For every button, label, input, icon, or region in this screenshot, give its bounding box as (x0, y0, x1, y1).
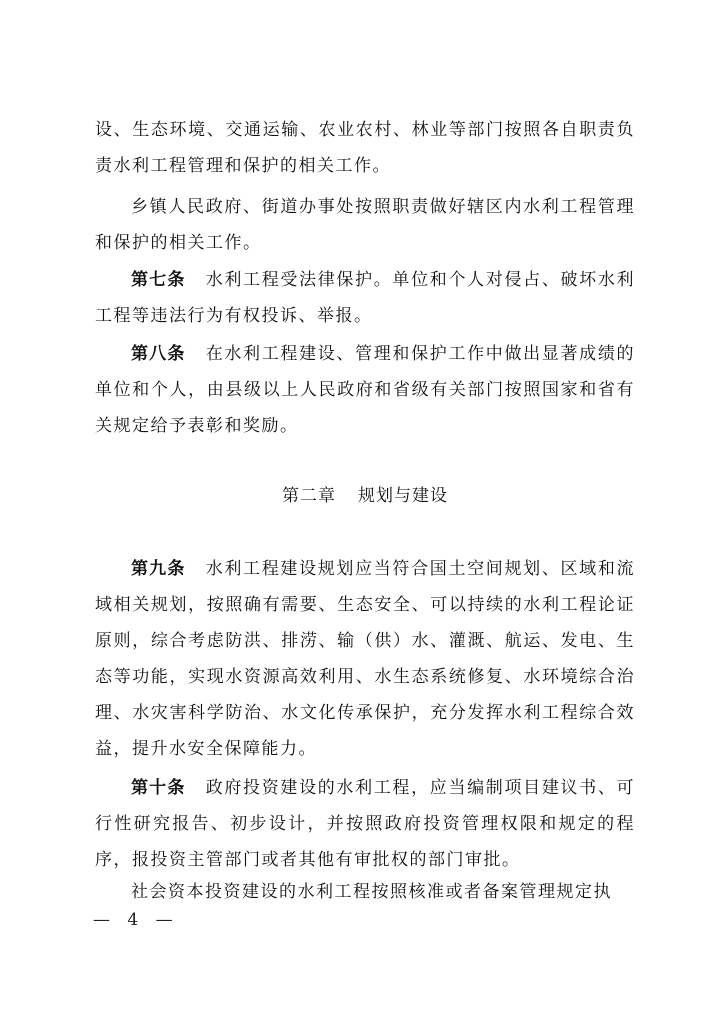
paragraph-text: 乡镇人民政府、街道办事处按照职责做好辖区内水利工程管理和保护的相关工作。 (95, 197, 635, 253)
article-7 (95, 262, 635, 334)
article-number: 第八条 (131, 344, 186, 364)
paragraph-text: 社会资本投资建设的水利工程按照核准或者备案管理规定执 (131, 882, 612, 902)
article-text: 政府投资建设的水利工程，应当编制项目建议书、可行性研究报告、初步设计，并按照政府投资管理权限和规定的程序，报投资主管部门或者其他有审批权的部门审批。 (95, 778, 636, 870)
article-number: 第十条 (131, 778, 186, 798)
article-10 (95, 770, 635, 878)
article-text: 在水利工程建设、管理和保护工作中做出显著成绩的单位和个人，由县级以上人民政府和省级有关部门按照国家和省有关规定给予表彰和奖励。 (95, 344, 636, 436)
article-text: 水利工程受法律保护。单位和个人对侵占、破坏水利工程等违法行为有权投诉、举报。 (95, 270, 636, 326)
article-number: 第九条 (131, 559, 186, 579)
article-text: 水利工程建设规划应当符合国土空间规划、区域和流域相关规划，按照确有需要、生态安全、可以持续的水利工程论证原则，综合考虑防洪、排涝、输（供）水、灌溉、航运、发电、生态等功能，实现水资源高效利用、水生态系统修复、水环境综合治理、水灾害科学防治、水文化传承保护，充分发挥水利工程综合效益，提升水安全保障能力。 (95, 559, 636, 759)
article-9 (95, 551, 635, 767)
page-number: — 4 — (93, 910, 179, 930)
paragraph-continued (95, 112, 635, 184)
chapter-title: 规划与建设 (358, 486, 448, 506)
paragraph (95, 189, 635, 261)
article-8 (95, 336, 635, 444)
paragraph-text: 设、生态环境、交通运输、农业农村、林业等部门按照各自职责负责水利工程管理和保护的相关工作。 (95, 120, 635, 176)
chapter-number: 第二章 (282, 486, 336, 506)
article-number: 第七条 (131, 270, 186, 290)
chapter-heading (95, 478, 635, 514)
